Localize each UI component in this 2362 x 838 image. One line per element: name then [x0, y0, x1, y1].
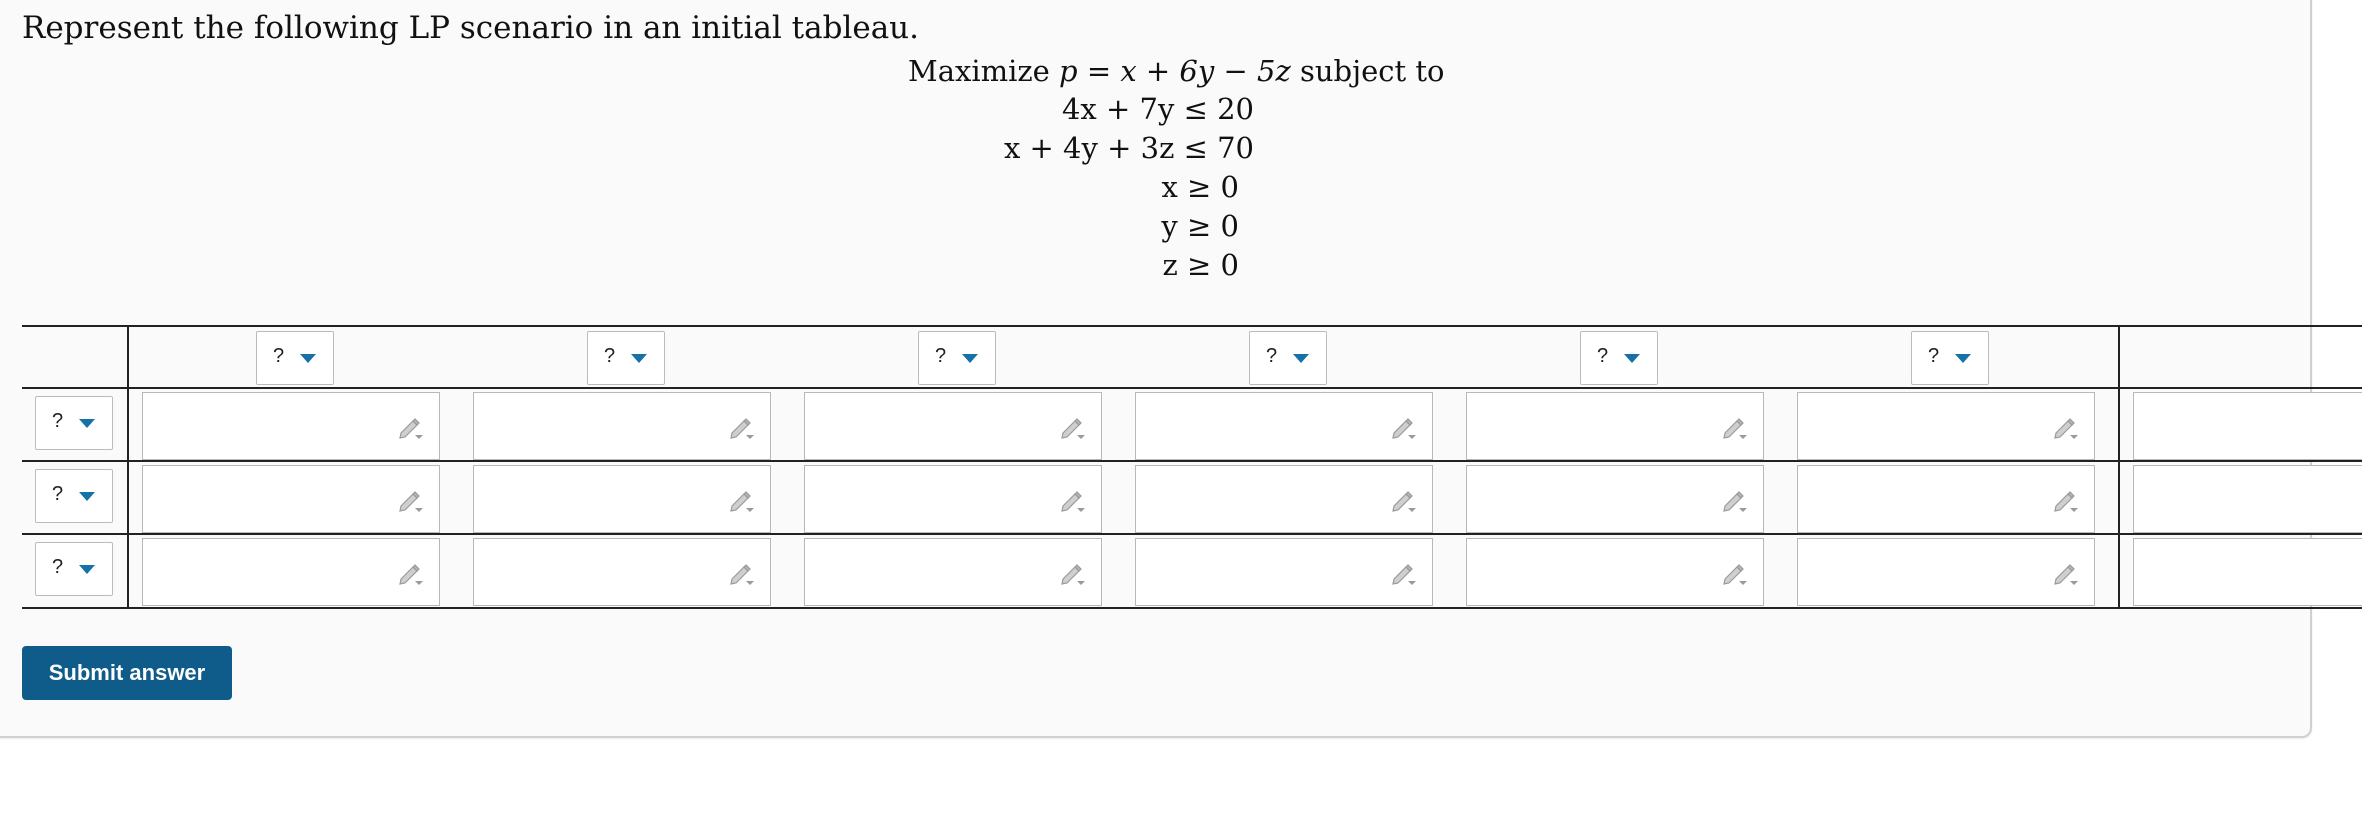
tableau-bottom-border: [22, 607, 2362, 609]
constraint-4: y ≥ 0: [1161, 209, 1239, 243]
constraint-2: x + 4y + 3z ≤ 70: [1003, 131, 1254, 165]
tableau-cell-input[interactable]: [804, 392, 1102, 460]
pencil-icon[interactable]: [2052, 559, 2080, 587]
row-label-select[interactable]: ?: [35, 542, 113, 596]
tableau-cell-input[interactable]: [804, 465, 1102, 533]
pencil-icon[interactable]: [728, 486, 756, 514]
tableau-row-divider: [22, 460, 2362, 462]
column-header-select[interactable]: ?: [1249, 331, 1327, 385]
objective-line: [908, 54, 1444, 88]
tableau-cell-input[interactable]: [1135, 392, 1433, 460]
tableau-label-divider: [127, 325, 129, 609]
pencil-icon[interactable]: [728, 559, 756, 587]
tableau-cell-input[interactable]: [1466, 538, 1764, 606]
pencil-icon[interactable]: [1390, 413, 1418, 441]
chevron-down-icon: [962, 354, 978, 363]
constraint-1: 4x + 7y ≤ 20: [1061, 92, 1254, 126]
objective-prefix: Maximize: [908, 54, 1060, 88]
column-header-select[interactable]: ?: [587, 331, 665, 385]
objective-expression: p = x + 6y − 5z: [1059, 54, 1291, 88]
tableau-cell-input[interactable]: [1466, 392, 1764, 460]
pencil-icon[interactable]: [1721, 486, 1749, 514]
chevron-down-icon: [79, 419, 95, 428]
chevron-down-icon: [1293, 354, 1309, 363]
tableau-cell-input[interactable]: [142, 538, 440, 606]
tableau-header-divider: [22, 387, 2362, 389]
tableau-cell-input[interactable]: [1797, 538, 2095, 606]
tableau-cell-input[interactable]: [1135, 538, 1433, 606]
tableau-cell-input[interactable]: [1797, 392, 2095, 460]
pencil-icon[interactable]: [1390, 486, 1418, 514]
pencil-icon[interactable]: [1059, 413, 1087, 441]
tableau-cell-input[interactable]: [1466, 465, 1764, 533]
tableau-cell-input[interactable]: [473, 392, 771, 460]
question-prompt: Represent the following LP scenario in an initial tableau.: [22, 10, 920, 46]
pencil-icon[interactable]: [1721, 413, 1749, 441]
column-header-select[interactable]: ?: [918, 331, 996, 385]
tableau-rhs-input[interactable]: [2133, 392, 2362, 460]
column-header-select[interactable]: ?: [1580, 331, 1658, 385]
chevron-down-icon: [300, 354, 316, 363]
pencil-icon[interactable]: [1059, 486, 1087, 514]
pencil-icon[interactable]: [1390, 559, 1418, 587]
pencil-icon[interactable]: [397, 559, 425, 587]
pencil-icon[interactable]: [2052, 486, 2080, 514]
tableau-top-border: [22, 325, 2362, 327]
submit-answer-button[interactable]: Submit answer: [22, 646, 232, 700]
chevron-down-icon: [1624, 354, 1640, 363]
pencil-icon[interactable]: [397, 413, 425, 441]
tableau-cell-input[interactable]: [804, 538, 1102, 606]
chevron-down-icon: [631, 354, 647, 363]
tableau-row-divider: [22, 533, 2362, 535]
constraint-3: x ≥ 0: [1161, 170, 1239, 204]
row-label-select[interactable]: ?: [35, 396, 113, 450]
chevron-down-icon: [79, 492, 95, 501]
pencil-icon[interactable]: [1059, 559, 1087, 587]
tableau-cell-input[interactable]: [1797, 465, 2095, 533]
tableau-rhs-input[interactable]: [2133, 538, 2362, 606]
column-header-select[interactable]: ?: [1911, 331, 1989, 385]
tableau-rhs-input[interactable]: [2133, 465, 2362, 533]
column-header-select[interactable]: ?: [256, 331, 334, 385]
constraint-5: z ≥ 0: [1162, 248, 1239, 282]
tableau-cell-input[interactable]: [1135, 465, 1433, 533]
tableau-rhs-divider: [2118, 325, 2120, 609]
tableau-cell-input[interactable]: [142, 465, 440, 533]
pencil-icon[interactable]: [1721, 559, 1749, 587]
pencil-icon[interactable]: [728, 413, 756, 441]
chevron-down-icon: [1955, 354, 1971, 363]
chevron-down-icon: [79, 565, 95, 574]
objective-suffix: subject to: [1290, 54, 1445, 88]
pencil-icon[interactable]: [397, 486, 425, 514]
pencil-icon[interactable]: [2052, 413, 2080, 441]
tableau-cell-input[interactable]: [473, 465, 771, 533]
tableau-cell-input[interactable]: [473, 538, 771, 606]
row-label-select[interactable]: ?: [35, 469, 113, 523]
tableau-cell-input[interactable]: [142, 392, 440, 460]
